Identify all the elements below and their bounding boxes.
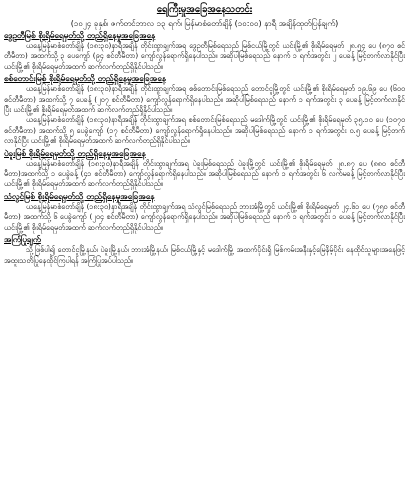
document-title: ရေကြီးမှုအခြေအနေသတင်း [156, 4, 253, 15]
section-thanlwin [4, 191, 405, 233]
section-heading: အကြံပြုချက် [4, 234, 41, 245]
section-paragraph: ယနေ့မြန်မာစံတော်ချိန် (၁၈:၃၀)နာရီအချိန် တိုင်းထွာချက်အရ ပဲခူးမြစ်ရေသည် ပဲခူးမြို့တွင် ယင်းမြို့၏ စိုးရိမ်ရေမှတ် ၂၈.၈၇ ပေ (၈၈၀ စင်တီမီတာ)အထက်သို့ ၁ ပေခွဲခန့် (၄၁ စင်တီမီတာ) ကျော်လွန်ရောက်ရှိနေပါသည်။ အဆိုပါမြစ်ရေသည် နောက် ၁ ရက်အတွင်း ၆ လက်မခန့် မြင့်တက်လာနိုင်ပြီး ယင်းမြို့၏ စိုးရိမ်ရေမှတ်အထက် ဆက်လက်တည်ရှိနိုင်ပါသည်။ [4, 158, 405, 189]
section-paragraph: ယနေ့မြန်မာစံတော်ချိန် (၁၈:၃၀)နာရီအချိန် တိုင်းထွာချက်အရ သံလွင်မြစ်ရေသည် ဘားအံမြို့တွင် ယင်းမြို့၏ စိုးရိမ်ရေမှတ် ၂၄.၆၁ ပေ (၇၅၀ စင်တီမီတာ) အထက်သို့ ၆ ပေခွဲကျော် (၂၀၄ စင်တီမီတာ) ကျော်လွန်ရောက်ရှိနေပါသည်။ အဆိုပါမြစ်ရေသည် နောက် ၁ ရက်အတွင်း ၁ ပေခန့် မြင့်တက်လာနိုင်ပြီး ယင်းမြို့၏ စိုးရိမ်ရေမှတ်အထက် ဆက်လက်တည်ရှိနိုင်ပါသည်။ [4, 201, 405, 232]
section-advice [4, 234, 405, 266]
section-bago [4, 148, 405, 190]
section-paragraph: ယနေ့မြန်မာစံတော်ချိန် (၁၈:၃၀)နာရီအချိန် တိုင်းထွာချက်အရ စစ်တောင်းမြစ်ရေသည် မဒေါက်မြို့တွင် ယင်းမြို့၏ စိုးရိမ်ရေမှတ် ၃၅.၁၀ ပေ (၁၀၇၀ စင်တီမီတာ) အထက်သို့ ၅ ပေခွဲကျော် (၁၇ စင်တီမီတာ) ကျော်လွန်ရောက်ရှိနေပါသည်။ အဆိုပါမြစ်ရေသည် နောက် ၁ ရက်အတွင်း ၀.၅ ပေခန့် မြင့်တက်လာနိုင်ပြီး ယင်းမြို့၏ စိုးရိမ်ရေမှတ်အထက် ဆက်လက်တည်ရှိနိုင်ပါသည်။ [4, 115, 405, 146]
section-heading: စစ်တောင်းမြစ် စိုးရိမ်ရေမှတ်သို့ တည်ရှိနေမှုအခြေအနေ [4, 73, 167, 84]
section-paragraph: ယနေ့မြန်မာစံတော်ချိန် (၁၈:၃၀)နာရီအချိန် တိုင်းထွာချက်အရ စစ်တောင်းမြစ်ရေသည် တောင်ငူမြို့တွင် ယင်းမြို့၏ စိုးရိမ်ရေမှတ် ၁၉.၆၉ ပေ (၆၀၀ စင်တီမီတာ) အထက်သို့ ၇ ပေခန့် (၂၀၇ စင်တီမီတာ) ကျော်လွန်ရောက်ရှိနေပါသည်။ အဆိုပါမြစ်ရေသည် နောက် ၁ ရက်အတွင်း ၃ ပေခန့် မြင့်တက်လာနိုင်ပြီး ယင်းမြို့၏ စိုးရိမ်ရေမှတ်အထက် ဆက်လက်တည်ရှိနိုင်ပါသည်။ [4, 84, 405, 115]
section-dwe-u-ti [4, 30, 405, 72]
section-heading: ပဲခူးမြစ် စိုးရိမ်ရေမှတ်သို့ တည်ရှိနေမှုအခြေအနေ [4, 147, 146, 158]
section-heading: သံလွင်မြစ် စိုးရိမ်ရေမှတ်သို့ တည်ရှိနေမှုအခြေအနေ [4, 190, 155, 201]
release-line: (၁၀၂၄ ခုနှစ်၊ ဇက်တင်ဘာလ ၁၃ ရက်၊ မြန်မာစံတော်ချိန် (၁၀:၀၀) နာရီ အချိန်ထုတ်ပြန်ချက်) [70, 19, 339, 28]
section-sittaung [4, 73, 405, 146]
section-paragraph: ယနေ့မြန်မာစံတော်ချိန် (၁၈:၃၀)နာရီအချိန် တိုင်းထွာချက်အရ ဒွေဥတီမြစ်ရေသည် မြစ်ငယ်မြို့တွင် ယင်းမြို့၏ စိုးရိမ်ရေမှတ် ၂၈.၅၄ ပေ (၈၇၀ စင်တီမီတာ) အထက်သို့ ၃ ပေကျော် (၉၄ စင်တီမီတာ) ကျော်လွန်ရောက်ရှိနေပါသည်။ အဆိုပါမြစ်ရေသည် နောက် ၁ ရက်အတွင်း ၂ ပေခန့် မြင့်တက်လာနိုင်ပြီး ယင်းမြို့၏ စိုးရိမ်ရေမှတ်အထက် ဆက်လက်တည်ရှိနိုင်ပါသည်။ [4, 41, 405, 71]
section-heading: ဒွေဥတီမြစ် စိုးရိမ်ရေမှတ်သို့ တည်ရှိနေမှုအခြေအနေ [4, 30, 156, 40]
section-paragraph: သို့ဖြစ်ပါ၍ တောင်ငူမြို့နယ်၊ ပဲခူးမြို့နယ်၊ ဘားအံမြို့နယ်၊ မြစ်ငယ်မြို့နှင့် မဒေါက်မြို့ အထက်ပိုင်းရှိ မြစ်ကမ်းအနီးနှင့်မြေနိမ့်ပိုင်း နေထိုင်သူများအနေဖြင့် အထူးသတိပြုနေထိုင်ကြပါရန် အကြံပြုအပ်ပါသည်။ [4, 245, 405, 265]
